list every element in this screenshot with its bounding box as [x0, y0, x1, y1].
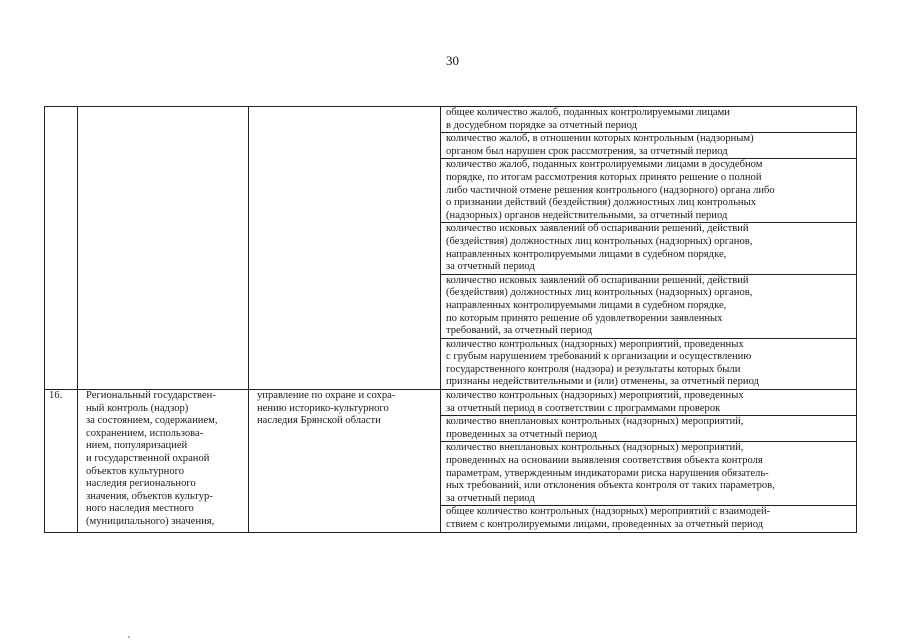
table-row: [45, 390, 857, 416]
indicator-cell: количество жалоб, в отношении которых контрольным (надзорным) органом был нарушен срок рассмотрения, за отчетный период: [441, 133, 857, 159]
empty-body-cell: [249, 107, 441, 390]
indicator-cell: количество исковых заявлений об оспаривании решений, действий (бездействия) должностных лиц контрольных (надзорных) органов, направленных контролируемыми лицами в судебном порядке, за отчетный период: [441, 223, 857, 274]
table-row: [45, 107, 857, 133]
indicator-cell: общее количество контрольных (надзорных) мероприятий с взаимодей- ствием с контролируемыми лицами, проведенных за отчетный период: [441, 506, 857, 532]
empty-name-cell: [78, 107, 249, 390]
indicators-table: [44, 106, 857, 533]
page-number: 30: [446, 53, 459, 68]
indicator-cell: количество жалоб, поданных контролируемыми лицами в досудебном порядке, по итогам рассмотрения которых принято решение о полной либо частичной отмене решения контрольного (надзорного) органа либо о признании действий (бездействия) должностных лиц контрольных (надзорных) органов недействительными, за отчетный период: [441, 159, 857, 223]
scan-speck: [128, 636, 130, 638]
row-number: 16.: [45, 390, 78, 533]
control-type-name: Региональный государствен- ный контроль (надзор) за состоянием, содержанием, сохранением, использова- нием, популяризацией и государственной охраной объектов культурного наследия регионального значения, объектов культур- ного наследия местного (муниципального) значения,: [78, 390, 249, 533]
indicator-cell: общее количество жалоб, поданных контролируемыми лицами в досудебном порядке за отчетный период: [441, 107, 857, 133]
empty-number-cell: [45, 107, 78, 390]
indicator-cell: количество исковых заявлений об оспаривании решений, действий (бездействия) должностных лиц контрольных (надзорных) органов, направленных контролируемыми лицами в судебном порядке, по которым принято решение об удовлетворении заявленных требований, за отчетный период: [441, 274, 857, 338]
indicator-cell: количество контрольных (надзорных) мероприятий, проведенных за отчетный период в соответствии с программами проверок: [441, 390, 857, 416]
indicator-cell: количество внеплановых контрольных (надзорных) мероприятий, проведенных на основании выявления соответствия объекта контроля параметрам, утвержденным индикаторами риска нарушения обязатель- ных требований, или отклонения объекта контроля от таких параметров, за отчетный период: [441, 442, 857, 506]
control-body: управление по охране и сохра- нению историко-культурного наследия Брянской области: [249, 390, 441, 533]
indicator-cell: количество внеплановых контрольных (надзорных) мероприятий, проведенных за отчетный период: [441, 416, 857, 442]
indicator-cell: количество контрольных (надзорных) мероприятий, проведенных с грубым нарушением требований к организации и осуществлению государственного контроля (надзора) и результаты которых были признаны недействительными и (или) отменены, за отчетный период: [441, 338, 857, 389]
